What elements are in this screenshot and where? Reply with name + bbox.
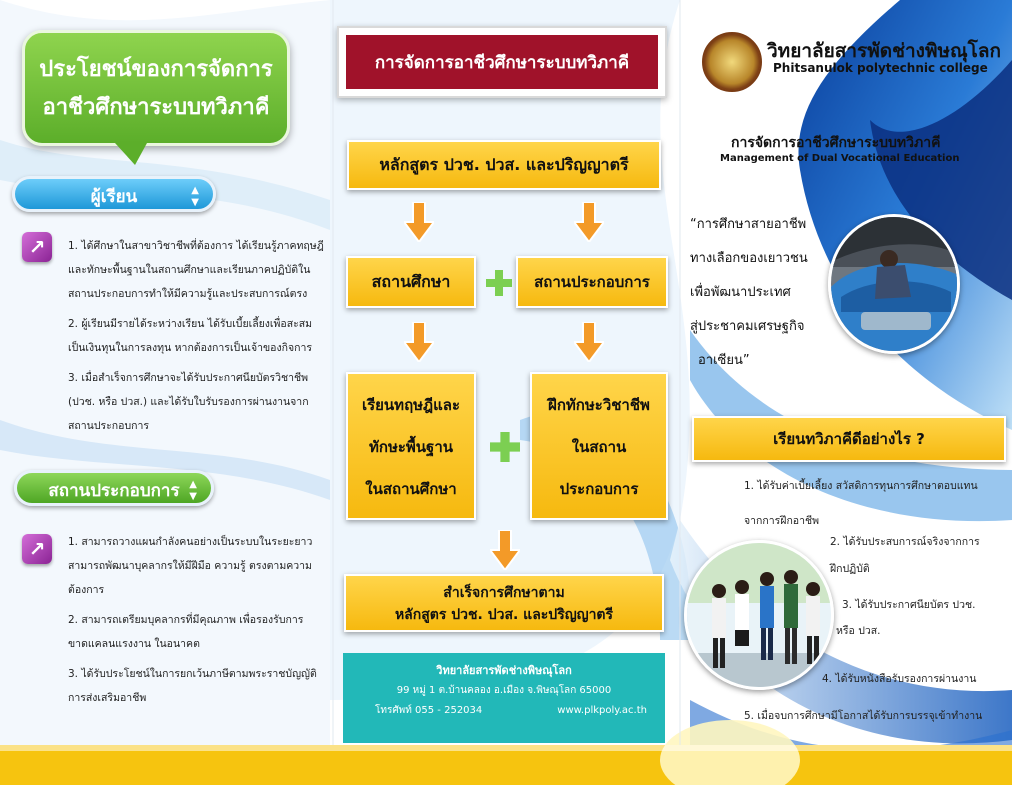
college-name-english: Phitsanulok polytechnic college bbox=[773, 61, 988, 75]
learner-item: 3. เมื่อสำเร็จการศึกษาจะได้รับประกาศนียบัตรวิชาชีพ (ปวช. หรือ ปวส.) และได้รับใบรับรองการผ่านงานจากสถานประกอบการ bbox=[68, 372, 309, 432]
why-item: 2. ได้รับประสบการณ์จริงจากการ bbox=[830, 536, 980, 548]
down-arrow-icon bbox=[404, 322, 434, 362]
learn-line: เรียนทฤษฎีและ bbox=[361, 396, 461, 414]
down-arrow-icon bbox=[574, 322, 604, 362]
updown-icon: ▲ ▼ bbox=[191, 185, 199, 208]
enterprise-item: 2. สามารถเตรียมบุคลากรที่มีคุณภาพ เพื่อรองรับการขาดแคลนแรงงาน ในอนาคต bbox=[68, 614, 304, 650]
down-arrow-icon bbox=[574, 202, 604, 242]
enterprise-box bbox=[516, 256, 668, 308]
quote-line: อาเซียน” bbox=[698, 353, 750, 368]
plus-icon bbox=[490, 432, 520, 462]
mechanic-photo bbox=[828, 214, 960, 354]
arrow-icon: ↗ bbox=[22, 232, 52, 262]
enterprise-item: 3. ได้รับประโยชน์ในการยกเว้นภาษีตามพระราชบัญญัติการส่งเสริมอาชีพ bbox=[68, 668, 317, 704]
why-item: 3. ได้รับประกาศนียบัตร ปวช. bbox=[842, 599, 976, 611]
subtitle-thai: การจัดการอาชีวศึกษาระบบทวิภาคี bbox=[731, 135, 941, 151]
enterprise-box-label: สถานประกอบการ bbox=[534, 273, 650, 291]
arrow-icon: ↗ bbox=[22, 534, 52, 564]
enterprise-label: สถานประกอบการ bbox=[48, 481, 180, 501]
benefits-title-line2: อาชีวศึกษาระบบทวิภาคี bbox=[42, 95, 270, 120]
learner-item: 1. ได้ศึกษาในสาขาวิชาชีพที่ต้องการ ได้เรียนรู้ภาคทฤษฎี และทักษะพื้นฐานในสถานศึกษาและเรียนภาคปฏิบัติในสถานประกอบการทำให้มีความรู้และประสบการณ์ตรง bbox=[68, 240, 324, 300]
learner-label: ผู้เรียน bbox=[90, 187, 138, 207]
curriculum-box bbox=[347, 140, 661, 190]
benefits-title-line1: ประโยชน์ของการจัดการ bbox=[39, 57, 273, 82]
enterprise-item: 1. สามารถวางแผนกำลังคนอย่างเป็นระบบในระยะยาว สามารถพัฒนาบุคลากรให้มีฝีมือ ความรู้ ตรงตามความต้องการ bbox=[68, 536, 313, 596]
why-item: ฝึกปฏิบัติ bbox=[830, 563, 870, 575]
learner-list bbox=[68, 234, 326, 444]
footer-phone: โทรศัพท์ 055 - 252034 bbox=[375, 705, 483, 716]
college-name-thai: วิทยาลัยสารพัดช่างพิษณุโลก bbox=[767, 40, 1001, 62]
train-line: ในสถาน bbox=[571, 438, 627, 456]
main-title-frame bbox=[337, 26, 667, 98]
curriculum-label: หลักสูตร ปวช. ปวส. และปริญญาตรี bbox=[379, 155, 629, 174]
contact-footer bbox=[343, 653, 665, 743]
enterprise-list bbox=[68, 530, 326, 716]
graduate-line2: หลักสูตร ปวช. ปวส. และปริญญาตรี bbox=[394, 607, 614, 623]
benefits-title-bubble bbox=[22, 30, 290, 146]
footer-website: www.plkpoly.ac.th bbox=[557, 705, 647, 716]
learner-item: 2. ผู้เรียนมีรายได้ระหว่างเรียน ได้รับเบี้ยเลี้ยงเพื่อสะสมเป็นเงินทุนในการลงทุน หากต้องการเป็นเจ้าของกิจการ bbox=[68, 318, 313, 354]
graduate-box bbox=[344, 574, 664, 632]
school-label: สถานศึกษา bbox=[371, 272, 451, 291]
train-box bbox=[530, 372, 668, 520]
students-illustration bbox=[687, 543, 834, 690]
footer-name: วิทยาลัยสารพัดช่างพิษณุโลก bbox=[436, 664, 572, 677]
quote-line: ทางเลือกของเยาวชน bbox=[690, 251, 808, 266]
why-item: จากการฝึกอาชีพ bbox=[744, 515, 820, 527]
learn-line: ทักษะพื้นฐาน bbox=[368, 438, 453, 456]
main-title: การจัดการอาชีวศึกษาระบบทวิภาคี bbox=[346, 35, 658, 89]
why-label: เรียนทวิภาคีดีอย่างไร ? bbox=[773, 430, 925, 448]
why-item: 1. ได้รับค่าเบี้ยเลี้ยง สวัสดิการทุนการศึกษาตอบแทน bbox=[744, 480, 978, 492]
enterprise-pill bbox=[14, 470, 214, 506]
mechanic-illustration bbox=[831, 217, 960, 354]
plus-icon bbox=[486, 270, 512, 296]
learn-line: ในสถานศึกษา bbox=[365, 480, 457, 498]
learner-pill bbox=[12, 176, 216, 212]
quote-line: “การศึกษาสายอาชีพ bbox=[690, 217, 807, 232]
why-item: 4. ได้รับหนังสือรับรองการผ่านงาน bbox=[822, 673, 977, 685]
why-item: 5. เมื่อจบการศึกษามีโอกาสได้รับการบรรจุเข้าทำงาน bbox=[744, 710, 983, 722]
graduate-line1: สำเร็จการศึกษาตาม bbox=[443, 585, 565, 601]
footer-address: 99 หมู่ 1 ต.บ้านคลอง อ.เมือง จ.พิษณุโลก 65000 bbox=[396, 685, 612, 696]
slogan-quote bbox=[690, 208, 830, 378]
students-photo bbox=[684, 540, 834, 690]
learn-box bbox=[346, 372, 476, 520]
updown-icon: ▲ ▼ bbox=[189, 479, 197, 502]
down-arrow-icon bbox=[404, 202, 434, 242]
bubble-tail bbox=[115, 143, 147, 165]
why-item: หรือ ปวส. bbox=[836, 625, 881, 637]
college-seal-logo bbox=[702, 32, 762, 92]
down-arrow-icon bbox=[490, 530, 520, 570]
subtitle-english: Management of Dual Vocational Education bbox=[720, 153, 960, 164]
why-box bbox=[692, 416, 1006, 462]
train-line: ฝึกทักษะวิชาชีพ bbox=[548, 396, 650, 414]
train-line: ประกอบการ bbox=[559, 480, 639, 498]
quote-line: เพื่อพัฒนาประเทศ bbox=[690, 285, 791, 300]
quote-line: สู่ประชาคมเศรษฐกิจ bbox=[690, 319, 805, 334]
school-box bbox=[346, 256, 476, 308]
